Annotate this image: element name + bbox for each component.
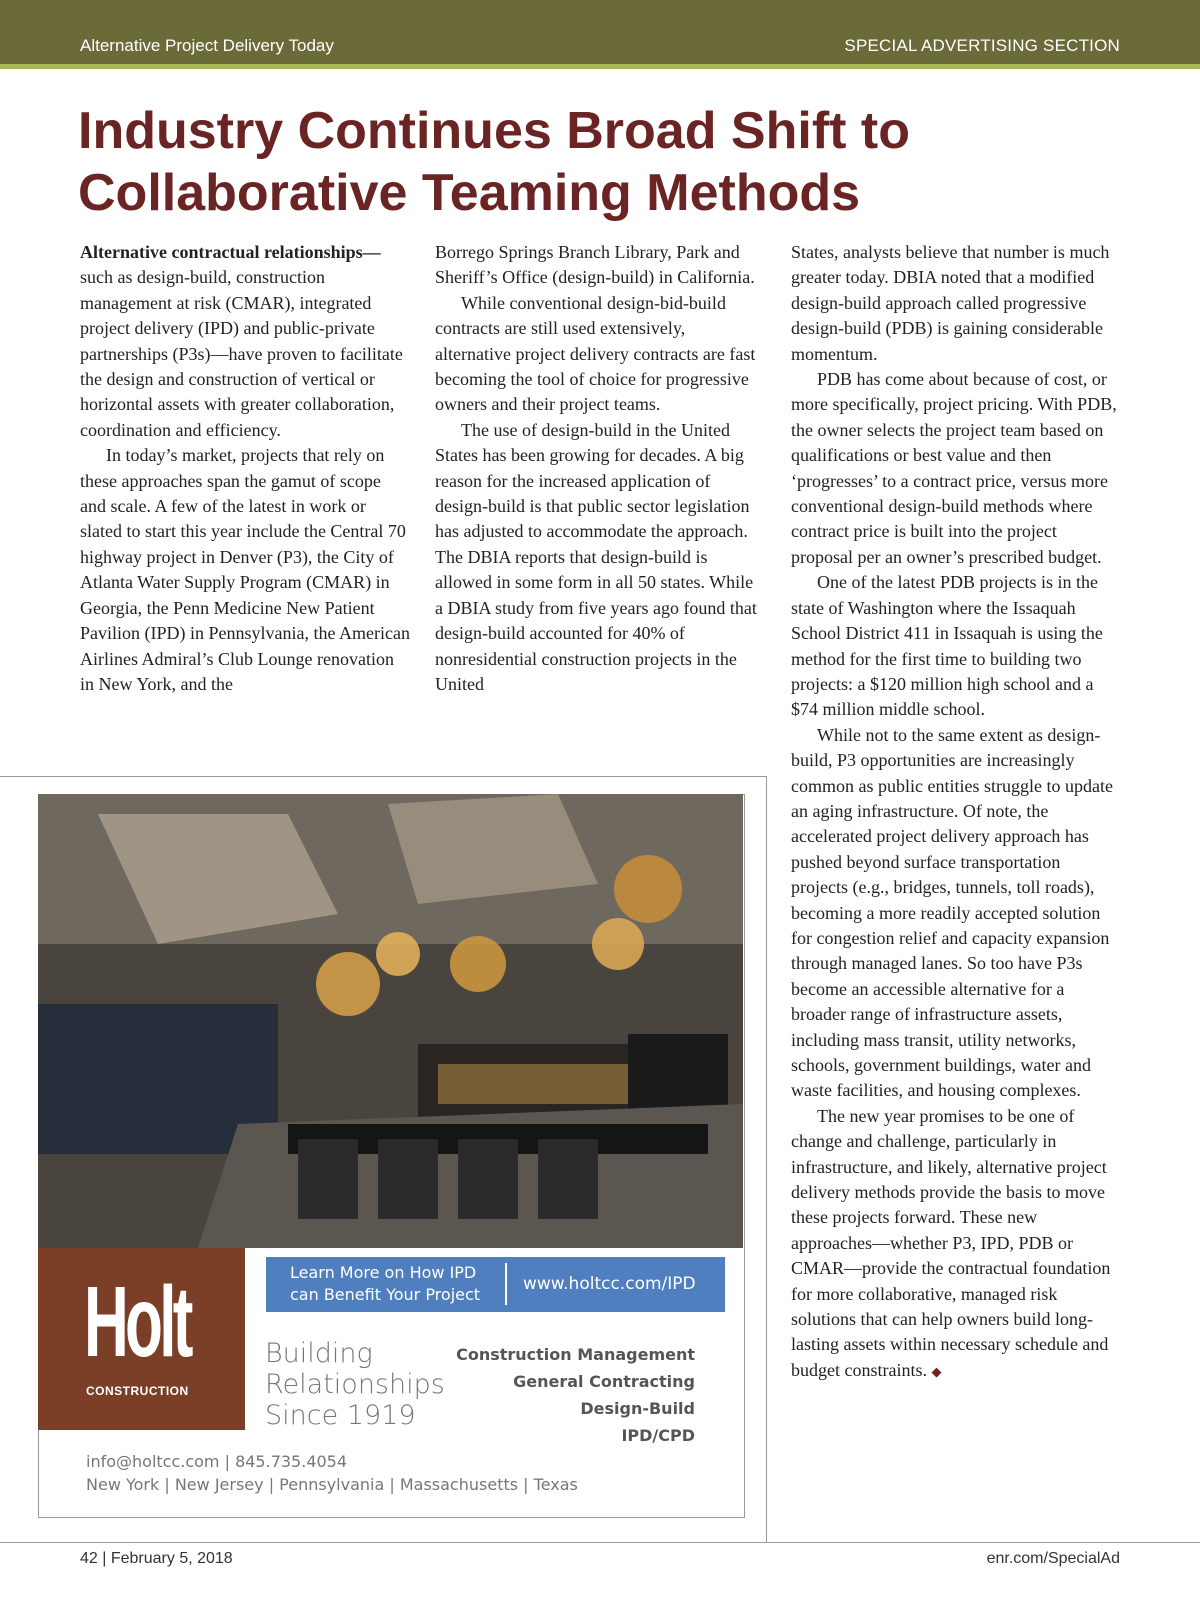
- paragraph: One of the latest PDB projects is in the state of Washington where the Issaquah School District 411 in Issaquah is using the method for the first time to building two projects: a $120 million high school and a $74 million middle school.: [791, 572, 1103, 720]
- paragraph: States, analysts believe that number is much greater today. DBIA noted that a modified design-build approach called progressive design-build (PDB) is gaining considerable momentum.: [791, 242, 1110, 364]
- paragraph: The use of design-build in the United States has been growing for decades. A big reason for the increased application of design-build is that public sector legislation has adjusted to accommodate the approach. The DBIA reports that design-build is allowed in some form in all 50 states. While a DBIA study from five years ago found that design-build accounted for 40% of nonresidential construction projects in the United: [435, 419, 757, 694]
- paragraph: While conventional design-bid-build contracts are still used extensively, alternative project delivery contracts are fast becoming the tool of choice for progressive owners and their project teams.: [435, 292, 756, 415]
- ad-tagline: [265, 1338, 445, 1431]
- article-column-1: [80, 240, 410, 697]
- paragraph: Borrego Springs Branch Library, Park and Sheriff’s Office (design-build) in California.: [435, 242, 755, 288]
- locations-line: New York | New Jersey | Pennsylvania | Massachusetts | Texas: [86, 1475, 578, 1494]
- tagline-line: Building: [265, 1338, 373, 1369]
- tagline-line: Since 1919: [265, 1400, 416, 1431]
- service-item: Construction Management: [456, 1345, 695, 1364]
- section-label: SPECIAL ADVERTISING SECTION: [844, 36, 1120, 55]
- service-item: Design-Build: [580, 1399, 695, 1418]
- service-item: IPD/CPD: [621, 1426, 695, 1445]
- section-title: Alternative Project Delivery Today: [80, 36, 334, 55]
- footer-site: enr.com/SpecialAd: [986, 1550, 1120, 1567]
- cta-divider: [505, 1263, 507, 1305]
- paragraph: PDB has come about because of cost, or more specifically, project pricing. With PDB, the owner selects the project team based on qualifications or best value and then ‘progresses’ to a contract price, versus more conventional design-build methods where contract price is built into the project proposal per an owner’s prescribed budget.: [791, 369, 1117, 567]
- article-headline: Industry Continues Broad Shift to Collaborative Teaming Methods: [78, 102, 910, 222]
- paragraph-text: such as design-build, construction management at risk (CMAR), integrated project delivery (IPD) and public-private partnerships (P3s)—have proven to facilitate the design and construction of vertical or horizontal assets with greater collaboration, coordination and efficiency.: [80, 267, 403, 440]
- paragraph: [80, 240, 410, 443]
- ad-cta-url[interactable]: www.holtcc.com/IPD: [523, 1274, 696, 1294]
- holt-logo: Holt: [84, 1266, 190, 1378]
- header-accent-line: [0, 64, 1200, 69]
- paragraph-text: The new year promises to be one of change and challenge, particularly in infrastructure, and likely, alternative project delivery methods provide the basis to move these projects forward. These new approaches—whether P3, IPD, PDB or CMAR—provide the contractual foundation for more collaborative, managed risk solutions that can help owners build long-lasting assets within necessary schedule and budget constraints.: [791, 1105, 1111, 1380]
- ad-contact: [86, 1450, 578, 1496]
- footer-page-info: 42 | February 5, 2018: [80, 1550, 233, 1567]
- paragraph: In today’s market, projects that rely on these approaches span the gamut of scope and scale. A few of the latest in work or slated to start this year include the Central 70 highway project in Denver (P3), the City of Atlanta Water Supply Program (CMAR) in Georgia, the Penn Medicine New Patient Pavilion (IPD) in Pennsylvania, the American Airlines Admiral’s Club Lounge renovation in New York, and the: [80, 445, 410, 694]
- ad-cta-text: Learn More on How IPD can Benefit Your Project: [290, 1263, 481, 1304]
- end-mark-icon: ◆: [931, 1363, 942, 1379]
- article-column-3: [791, 240, 1121, 1384]
- paragraph: While not to the same extent as design-build, P3 opportunities are increasingly common as public entities struggle to update an aging infrastructure. Of note, the accelerated project delivery approach has pushed beyond surface transportation projects (e.g., bridges, tunnels, toll roads), becoming a more readily accepted solution for congestion relief and capacity expansion through managed lanes. So too have P3s become an accessible alternative for a broader range of infrastructure assets, including mass transit, utility networks, schools, government buildings, water and waste facilities, and housing complexes.: [791, 724, 1113, 1101]
- ad-services-list: [456, 1341, 695, 1449]
- service-item: General Contracting: [513, 1372, 695, 1391]
- contact-line: info@holtcc.com | 845.735.4054: [86, 1452, 348, 1471]
- footer-divider: [0, 1542, 1200, 1543]
- tagline-line: Relationships: [265, 1369, 445, 1400]
- article-column-2: [435, 240, 765, 697]
- paragraph: [791, 1104, 1121, 1384]
- ad-photo-lounge: [38, 794, 743, 1248]
- holt-logo-subtitle: CONSTRUCTION: [86, 1384, 189, 1398]
- lead-in: Alternative contractual relationships—: [80, 242, 381, 262]
- lounge-image: [38, 794, 743, 1248]
